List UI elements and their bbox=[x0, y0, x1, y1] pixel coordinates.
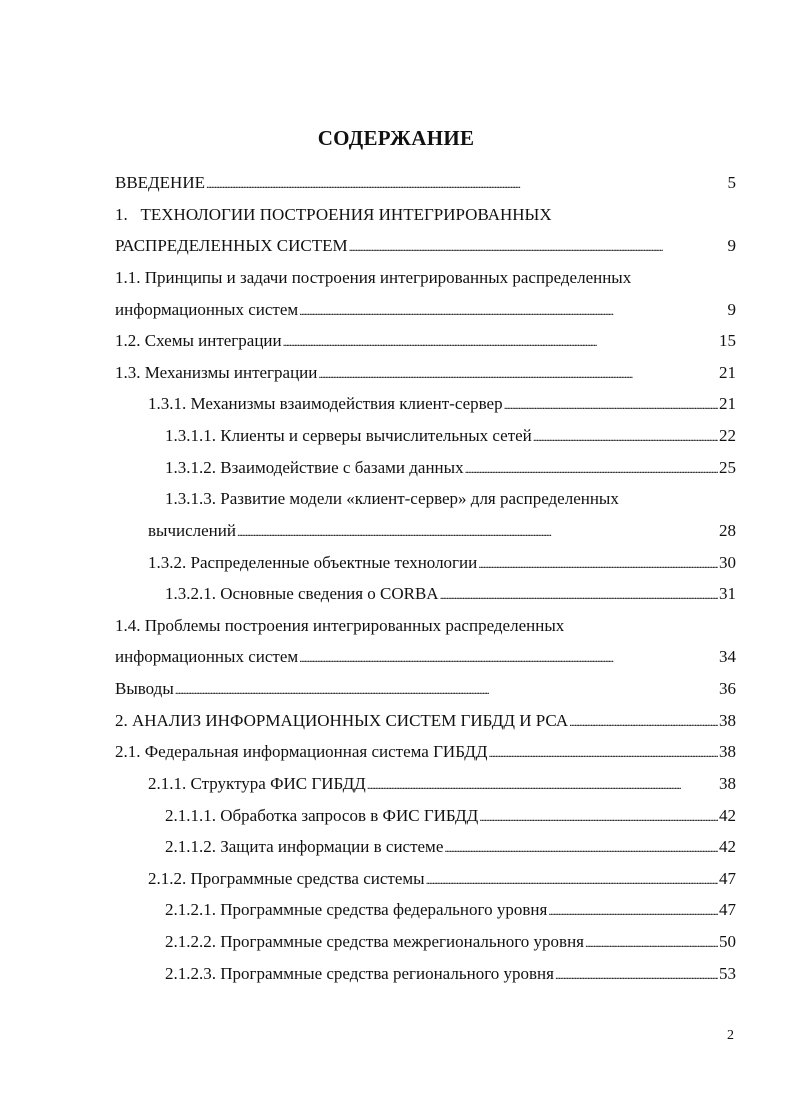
toc-entry bbox=[115, 926, 736, 958]
toc-entry-page: 9 bbox=[727, 299, 736, 319]
toc-entry-title: информационных систем bbox=[115, 647, 299, 667]
toc-entry-title: 1.3.1.3. Развитие модели «клиент-сервер» для распределенных bbox=[165, 489, 619, 509]
dot-leader bbox=[349, 230, 727, 262]
toc-entry-page: 47 bbox=[719, 868, 736, 888]
toc-entry-title: 1.3.2. Распределенные объектные технологии bbox=[148, 552, 478, 572]
toc-entry-page: 28 bbox=[719, 520, 736, 540]
toc-entry-title: 1.3.1.2. Взаимодействие с базами данных bbox=[165, 457, 464, 477]
toc-entry-title: 2.1.2.3. Программные средства регионального уровня bbox=[165, 963, 554, 983]
toc-entry-page: 21 bbox=[719, 362, 736, 382]
toc-entry-page: 9 bbox=[727, 236, 736, 256]
dot-leader bbox=[533, 420, 718, 452]
toc-entry-title: 2.1.1.2. Защита информации в системе bbox=[165, 837, 444, 857]
toc-entry-page: 47 bbox=[719, 900, 736, 920]
toc-entry-page: 50 bbox=[719, 932, 736, 951]
dot-leader bbox=[478, 547, 718, 579]
toc-entry-page: 30 bbox=[719, 552, 736, 572]
toc-entry-page: 31 bbox=[719, 584, 736, 604]
toc-entry bbox=[115, 483, 736, 515]
toc-entry-title: 2.1.2.1. Программные средства федерального уровня bbox=[165, 900, 548, 920]
toc-entry-title: 2.1. Федеральная информационная система ГИБДД bbox=[115, 742, 488, 762]
toc-entry bbox=[115, 357, 736, 389]
toc-entry bbox=[115, 167, 736, 199]
dot-leader bbox=[479, 800, 718, 832]
toc-entry bbox=[115, 547, 736, 579]
toc-entry-page: 38 bbox=[719, 742, 736, 762]
toc-entry-title: 2.1.1. Структура ФИС ГИБДД bbox=[148, 773, 366, 793]
toc-entry-page: 15 bbox=[719, 331, 736, 351]
toc-entry-page: 22 bbox=[719, 426, 736, 445]
toc-entry-title: информационных систем bbox=[115, 299, 299, 319]
dot-leader bbox=[444, 831, 718, 863]
toc-entry bbox=[115, 641, 736, 673]
toc-entry bbox=[115, 736, 736, 768]
toc-entry-page: 38 bbox=[719, 710, 736, 730]
dot-leader bbox=[367, 768, 718, 800]
dot-leader bbox=[175, 673, 718, 705]
toc-entry bbox=[115, 673, 736, 705]
toc-entry-page: 34 bbox=[719, 647, 736, 667]
page-title: СОДЕРЖАНИЕ bbox=[317, 126, 475, 150]
toc-entry-title: 1.1. Принципы и задачи построения интегрированных распределенных bbox=[115, 267, 632, 287]
toc-entry-title: 1.3. Механизмы интеграции bbox=[115, 362, 318, 382]
toc-entry-page: 42 bbox=[719, 805, 736, 825]
toc-entry bbox=[115, 894, 736, 926]
page-number: 2 bbox=[727, 1028, 734, 1043]
toc-entry-page: 21 bbox=[719, 394, 736, 414]
toc-entry bbox=[115, 800, 736, 832]
dot-leader bbox=[440, 578, 718, 610]
toc-entry-title: 1.3.2.1. Основные сведения о CORBA bbox=[165, 584, 439, 604]
toc-entry bbox=[115, 325, 736, 357]
toc-entry bbox=[115, 831, 736, 863]
dot-leader bbox=[585, 926, 718, 958]
toc-entry-title: 1. ТЕХНОЛОГИИ ПОСТРОЕНИЯ ИНТЕГРИРОВАННЫХ bbox=[115, 204, 552, 224]
toc-entry-title: ВВЕДЕНИЕ bbox=[115, 173, 205, 192]
toc-entry bbox=[115, 199, 736, 231]
toc-entry-title: 2. АНАЛИЗ ИНФОРМАЦИОННЫХ СИСТЕМ ГИБДД И РСА bbox=[115, 710, 569, 730]
toc-entry-page: 36 bbox=[719, 679, 736, 698]
toc-entry bbox=[115, 958, 736, 990]
dot-leader bbox=[504, 388, 718, 420]
dot-leader bbox=[237, 515, 718, 547]
toc-entry-title: 1.3.1. Механизмы взаимодействия клиент-сервер bbox=[148, 394, 503, 414]
toc-entry-title: 2.1.2.2. Программные средства межрегионального уровня bbox=[165, 932, 584, 951]
toc-entry bbox=[115, 768, 736, 800]
toc-entry bbox=[115, 262, 736, 294]
toc-entry bbox=[115, 610, 736, 642]
dot-leader bbox=[569, 705, 718, 737]
toc-entry-title: 1.4. Проблемы построения интегрированных распределенных bbox=[115, 615, 565, 635]
table-of-contents bbox=[115, 167, 736, 989]
dot-leader bbox=[318, 357, 718, 389]
toc-entry-page: 5 bbox=[727, 173, 736, 192]
dot-leader bbox=[465, 452, 718, 484]
toc-entry-page: 25 bbox=[719, 457, 736, 477]
toc-entry bbox=[115, 388, 736, 420]
dot-leader bbox=[299, 641, 718, 673]
toc-entry-title: Выводы bbox=[115, 679, 174, 698]
toc-entry-title: 1.2. Схемы интеграции bbox=[115, 331, 282, 351]
toc-entry-page: 53 bbox=[719, 963, 736, 983]
toc-entry bbox=[115, 578, 736, 610]
dot-leader bbox=[489, 736, 719, 768]
toc-entry-page: 42 bbox=[719, 837, 736, 857]
dot-leader bbox=[548, 894, 718, 926]
dot-leader bbox=[206, 167, 727, 199]
toc-entry bbox=[115, 230, 736, 262]
toc-entry bbox=[115, 294, 736, 326]
dot-leader bbox=[283, 325, 718, 357]
dot-leader bbox=[426, 863, 718, 895]
toc-entry-page: 38 bbox=[719, 773, 736, 793]
toc-entry bbox=[115, 705, 736, 737]
dot-leader bbox=[555, 958, 718, 990]
dot-leader bbox=[299, 294, 726, 326]
toc-entry bbox=[115, 420, 736, 452]
toc-entry-title: РАСПРЕДЕЛЕННЫХ СИСТЕМ bbox=[115, 236, 348, 256]
toc-entry-title: вычислений bbox=[148, 520, 236, 540]
toc-entry-title: 2.1.1.1. Обработка запросов в ФИС ГИБДД bbox=[165, 805, 479, 825]
toc-entry bbox=[115, 863, 736, 895]
toc-entry-title: 1.3.1.1. Клиенты и серверы вычислительных сетей bbox=[165, 426, 532, 445]
toc-entry bbox=[115, 515, 736, 547]
toc-entry-title: 2.1.2. Программные средства системы bbox=[148, 868, 425, 888]
toc-entry bbox=[115, 452, 736, 484]
